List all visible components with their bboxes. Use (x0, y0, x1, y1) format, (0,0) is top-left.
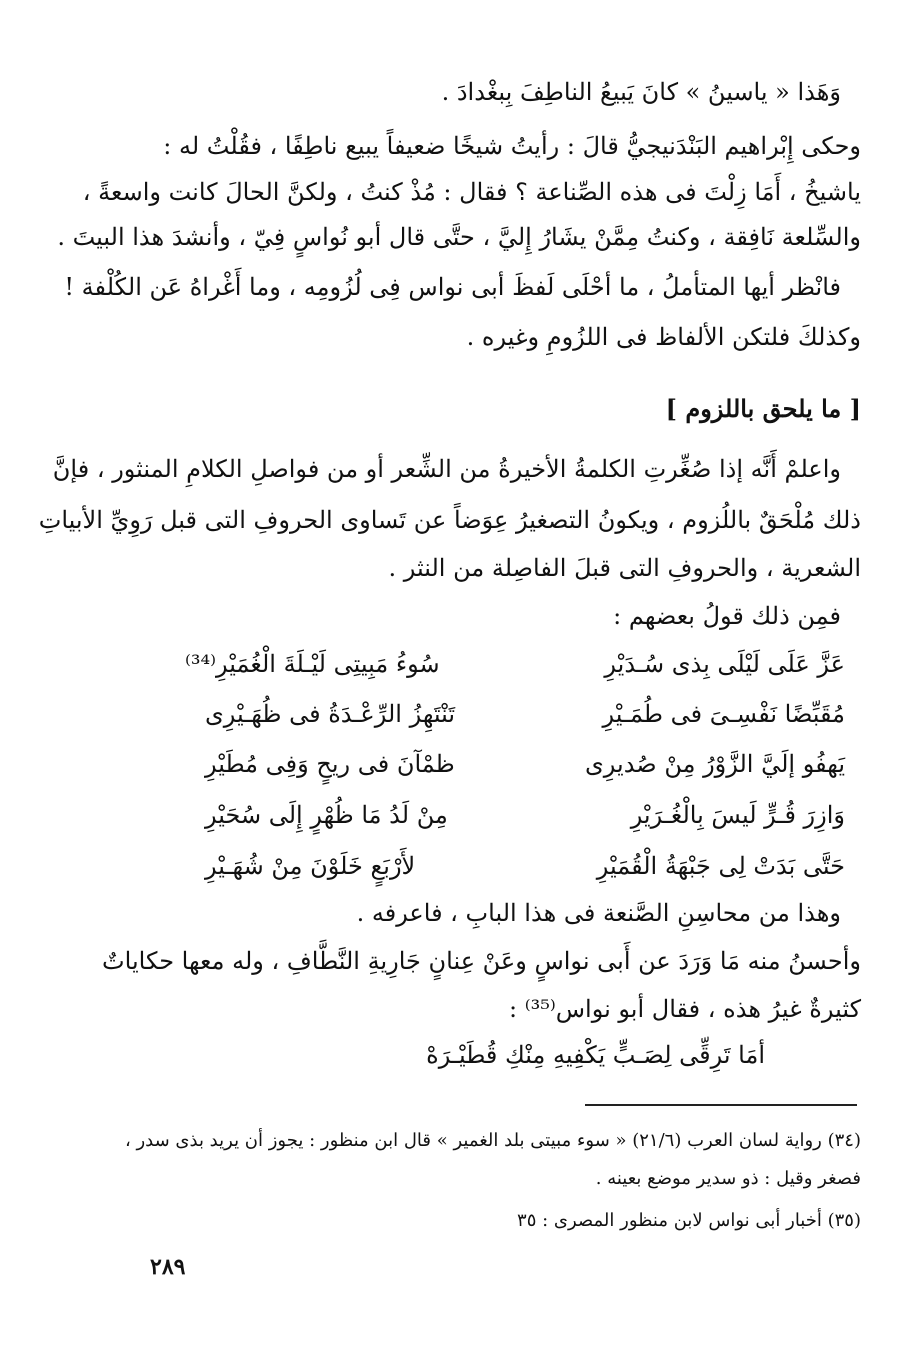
footnote-line: (٣٤) رواية لسان العرب (٢١/٦) « سوء مبيتى بلد الغمير » قال ابن منظور : يجوز أن يريد بذى سدر ، (124, 1130, 861, 1151)
verse-hemistich-left: ظمْآنَ فى ريحٍ وَفِى مُطَيْرِ (205, 750, 455, 778)
text-line: والسِّلعة نَافِقة ، وكنتُ مِمَّنْ يشَارُ إِليَّ ، حتَّى قال أبو نُواسٍ فِيّ ، وأنشدَ هذا البيتَ . (57, 223, 861, 251)
text-line: وحكى إِبْراهيم البَنْدَنيجيُّ قالَ : رأيتُ شيخًا ضعيفاً يبيع ناطِفًا ، فقُلْتُ له : (163, 132, 861, 160)
text-line: وأحسنُ منه مَا وَرَدَ عن أَبى نواسٍ وعَنْ عِنانٍ جَارِيةِ النَّطَّافِ ، وله معها حكاياتٌ (102, 947, 861, 975)
text-line: وهذا من محاسِنِ الصَّنعة فى هذا البابِ ، فاعرفه . (356, 899, 841, 927)
footnote-line: (٣٥) أخبار أبى نواس لابن منظور المصرى : ٣٥ (517, 1210, 861, 1231)
verse-hemistich-right: عَزَّ عَلَى لَيْلَى بِذى سُـدَيْرِ (604, 650, 845, 678)
footnote-line: فصغر وقيل : ذو سدير موضع بعينه . (595, 1168, 861, 1189)
verse-hemistich-right: يَهفُو إلَيَّ الزَّوْرُ مِنْ صُديرِى (585, 750, 845, 778)
text-line: وكذلكَ فلتكن الألفاظ فى اللزُومِ وغيره . (466, 323, 861, 351)
verse-hemistich-left: تَنْتَهِزُ الرِّعْـدَةُ فى ظُهَـيْرِى (205, 700, 456, 728)
verse-row (205, 848, 845, 884)
text-line: ياشيخُ ، أَمَا زِلْتَ فى هذه الصِّناعة ؟ فقال : مُذْ كنتُ ، ولكنَّ الحالَ كانت واسعةً ، (82, 178, 861, 206)
verse-hemistich-left: لأَرْبَعٍ خَلَوْنَ مِنْ شُهَـيْرِ (205, 852, 416, 880)
text-line: الشعرية ، والحروفِ التى قبلَ الفاصِلة من النثر . (388, 554, 861, 582)
text-line: وَهَذا « ياسينُ » كانَ يَبيعُ الناطِفَ بِبغْدادَ . (441, 78, 841, 106)
verse-row (205, 797, 845, 833)
verse-line: أمَا تَرِقِّى لِصَـبٍّ يَكْفِيهِ مِنْكِ قُطَيْـرَهْ (426, 1041, 765, 1069)
verse-hemistich-right: وَازِرَ قُـرٍّ لَيسَ بِالْغُـرَيْرِ (630, 801, 845, 829)
page-number: ٢٨٩ (150, 1254, 186, 1280)
verse-hemistich-right: مُقَبِّضًا نَفْسِـىَ فى طُمَـيْرِ (602, 700, 845, 728)
verse-row (185, 646, 845, 682)
text-line: فمِن ذلك قولُ بعضهم : (613, 602, 841, 630)
text-line: ذلك مُلْحَقٌ باللُزوم ، ويكونُ التصغيرُ عِوَضاً عن تَساوى الحروفِ التى قبل رَوِيِّ الأبياتِ (38, 506, 861, 534)
text-line: فانْظر أيها المتأملُ ، ما أحْلَى لَفظَ أبى نواس فِى لُزُومِه ، وما أَغْراهُ عَن الكُلْفة ! (64, 273, 841, 301)
text-line: واعلمْ أَنَّه إذا صُغِّرتِ الكلمةُ الأخيرةُ من الشِّعر أو من فواصلِ الكلامِ المنثور ، فإنَّ (52, 455, 841, 483)
verse-hemistich-right: حَتَّى بَدَتْ لِى جَبْهَةُ الْقُمَيْرِ (596, 852, 845, 880)
verse-hemistich-left: مِنْ لَدُ مَا ظُهْرٍ إِلَى سُحَيْرِ (205, 801, 448, 829)
verse-row (205, 696, 845, 732)
text-line: كثيرةٌ غيرُ هذه ، فقال أبو نواس⁽³⁵⁾ : (508, 995, 861, 1023)
verse-hemistich-left: سُوءُ مَبِيتِى لَيْـلَةَ الْغُمَيْرِ⁽³⁴⁾ (185, 650, 440, 678)
section-heading: [ ما يلحق باللزوم ] (665, 394, 861, 423)
footnote-separator (585, 1104, 857, 1106)
verse-row (205, 746, 845, 782)
